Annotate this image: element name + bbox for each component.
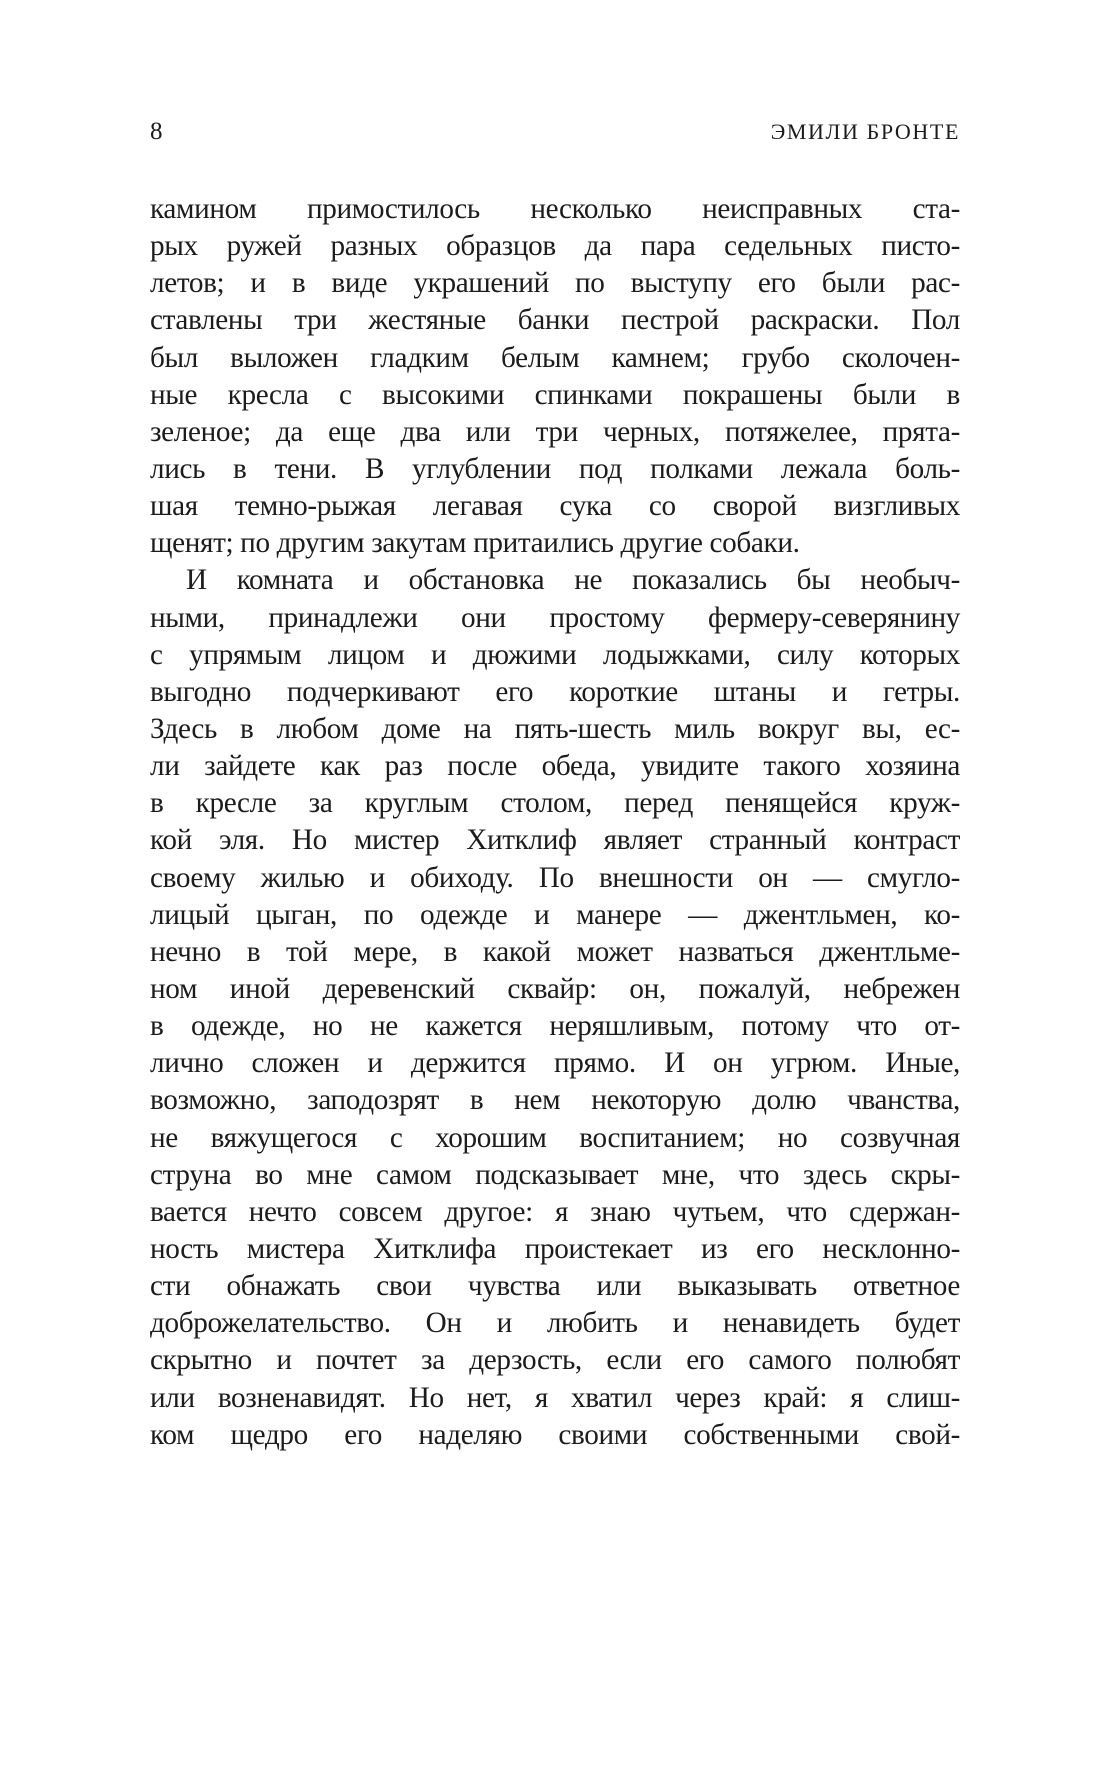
text-line: лично сложен и держится прямо. И он угрюм. Иные, [150, 1047, 960, 1080]
text-line: шая темно-рыжая легавая сука со сворой визгливых [150, 490, 960, 523]
text-line: летов; и в виде украшений по выступу его были рас- [150, 267, 960, 300]
text-line: ными, принадлежи они простому фермеру-северянину [150, 601, 960, 634]
text-line: ком щедро его наделяю своими собственными свой- [150, 1418, 960, 1451]
text-line: ставлены три жестяные банки пестрой раскраски. Пол [150, 304, 960, 337]
body-text [150, 191, 960, 1454]
running-head [150, 118, 960, 152]
text-line: нечно в той мере, в какой может назваться джентльме- [150, 935, 960, 968]
text-line: вается нечто совсем другое: я знаю чутьем, что сдержан- [150, 1195, 960, 1228]
text-line: ность мистера Хитклифа проистекает из его несклонно- [150, 1232, 960, 1265]
text-line: рых ружей разных образцов да пара седельных писто- [150, 230, 960, 263]
text-line: выгодно подчеркивают его короткие штаны и гетры. [150, 675, 960, 708]
text-line: щенят; по другим закутам притаились другие собаки. [150, 527, 800, 560]
paragraph-2 [150, 562, 960, 1453]
text-line: лись в тени. В углублении под полками лежала боль- [150, 452, 960, 485]
text-line: зеленое; да еще два или три черных, потяжелее, прята- [150, 415, 960, 448]
text-line: в кресле за круглым столом, перед пенящейся круж- [150, 787, 960, 820]
text-line: сти обнажать свои чувства или выказывать ответное [150, 1270, 960, 1303]
text-line: или возненавидят. Но нет, я хватил через край: я слиш- [150, 1381, 960, 1414]
text-line: возможно, заподозрят в нем некоторую долю чванства, [150, 1084, 960, 1117]
text-line: Здесь в любом доме на пять-шесть миль вокруг вы, ес- [150, 712, 960, 745]
text-line: камином примостилось несколько неисправных ста- [150, 193, 960, 225]
text-line: ные кресла с высокими спинками покрашены были в [150, 378, 960, 411]
text-line: кой эля. Но мистер Хитклиф являет странный контраст [150, 824, 960, 857]
text-line: И комната и обстановка не показались бы необыч- [186, 564, 960, 597]
text-line: доброжелательство. Он и любить и ненавидеть будет [150, 1307, 960, 1340]
text-line: был выложен гладким белым камнем; грубо сколочен- [150, 341, 960, 374]
page-number: 8 [150, 118, 163, 145]
text-line: скрытно и почтет за дерзость, если его самого полюбят [150, 1344, 960, 1377]
text-line: в одежде, но не кажется неряшливым, потому что от- [150, 1010, 960, 1043]
text-line: ли зайдете как раз после обеда, увидите такого хозяина [150, 750, 960, 783]
text-line: не вяжущегося с хорошим воспитанием; но созвучная [150, 1121, 960, 1154]
paragraph-1 [150, 191, 960, 562]
text-line: ном иной деревенский сквайр: он, пожалуй, небрежен [150, 972, 960, 1005]
text-line: лицый цыган, по одежде и манере — джентльмен, ко- [150, 898, 960, 931]
running-head-author: ЭМИЛИ БРОНТЕ [770, 119, 960, 144]
text-line: струна во мне самом подсказывает мне, что здесь скры- [150, 1158, 960, 1191]
text-line: своему жилью и обиходу. По внешности он — смугло- [150, 861, 960, 894]
text-line: с упрямым лицом и дюжими лодыжками, силу которых [150, 638, 960, 671]
